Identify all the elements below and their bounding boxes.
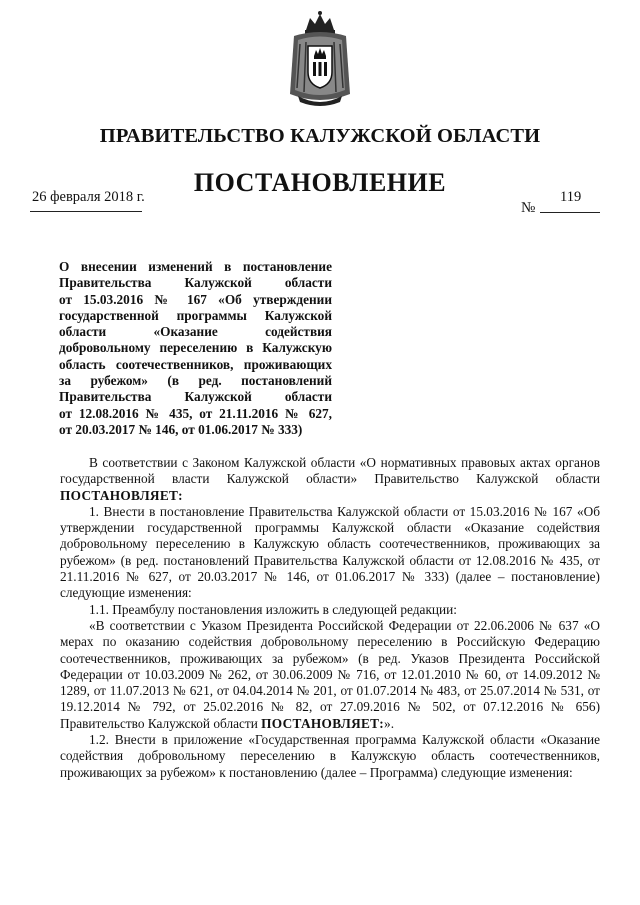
coat-of-arms-emblem bbox=[284, 10, 356, 110]
number-sign: № bbox=[521, 200, 536, 216]
subject-line: от 20.03.2017 № 146, от 01.06.2017 № 333) bbox=[59, 421, 303, 437]
quote-paragraph: «В соответствии с Указом Президента Российской Федерации от 22.06.2006 № 637 «О мерах по оказанию содействия добровольному переселению в Российскую Федерацию соотечественников, проживающих за рубежом» (в ред. Указов Президента Российской Федерации от 10.03.2009 № 262, от 30.06.2009 № 716, от 12.01.2010 № 60, от 14.09.2012 № 1289, от 11.07.2013 № 621, от 04.04.2014 № 201, от 01.07.2014 № 483, от 25.07.2014 № 531, от 19.12.2014 № 792, от 25.02.2016 № 82, от 27.09.2016 № 502, от 07.12.2016 № 656) Правительство Калужской области ПОСТАНОВЛЯЕТ:». bbox=[60, 617, 600, 731]
subject-line: от 12.08.2016 № 435, от 21.11.2016 № 627, bbox=[59, 405, 332, 421]
subject-line: О внесении изменений в постановление bbox=[59, 259, 332, 274]
quote-decree-word: ПОСТАНОВЛЯЕТ: bbox=[261, 715, 385, 731]
number-underline bbox=[540, 212, 600, 213]
decree-word: ПОСТАНОВЛЯЕТ bbox=[60, 487, 179, 503]
document-body bbox=[60, 455, 600, 781]
subject-line: добровольному переселению в Калужскую bbox=[59, 340, 332, 356]
subject-line: области «Оказание содействия bbox=[59, 324, 332, 340]
subject-line: Правительства Калужской области bbox=[59, 275, 332, 291]
subject-line: область соотечественников, проживающих bbox=[59, 356, 332, 372]
subject-line: государственной программы Калужской bbox=[59, 307, 332, 323]
document-subject bbox=[59, 259, 332, 438]
date-underline bbox=[30, 211, 142, 212]
document-number: 119 bbox=[560, 189, 582, 205]
paragraph-1: 1. Внести в постановление Правительства Калужской области от 15.03.2016 № 167 «Об утверждении государственной программы Калужской области «Оказание содействия добровольному переселению в Калужскую область соотечественников, проживающих за рубежом» (в ред. постановлений Правительства Калужской области от 12.08.2016 № 435, от 21.11.2016 № 627, от 20.03.2017 № 146, от 01.06.2017 № 333) (далее – постановление) следующие изменения: bbox=[60, 503, 600, 601]
intro-paragraph: В соответствии с Законом Калужской области «О нормативных правовых актах органов государственной власти Калужской области» Правительство Калужской области ПОСТАНОВЛЯЕТ: bbox=[60, 455, 600, 503]
organization-title: ПРАВИТЕЛЬСТВО КАЛУЖСКОЙ ОБЛАСТИ bbox=[99, 125, 541, 147]
subject-line: от 15.03.2016 № 167 «Об утверждении bbox=[59, 291, 332, 307]
subject-line: за рубежом» (в ред. постановлений bbox=[59, 373, 332, 389]
document-date: 26 февраля 2018 г. bbox=[32, 189, 145, 205]
subject-line: Правительства Калужской области bbox=[59, 389, 332, 405]
paragraph-1-2: 1.2. Внести в приложение «Государственная программа Калужской области «Оказание содействия добровольному переселению в Калужскую область соотечественников, проживающих за рубежом» к постановлению (далее – Программа) следующие изменения: bbox=[60, 732, 600, 780]
paragraph-1-1: 1.1. Преамбулу постановления изложить в следующей редакции: bbox=[89, 601, 457, 617]
document-type-title: ПОСТАНОВЛЕНИЕ bbox=[193, 168, 447, 197]
